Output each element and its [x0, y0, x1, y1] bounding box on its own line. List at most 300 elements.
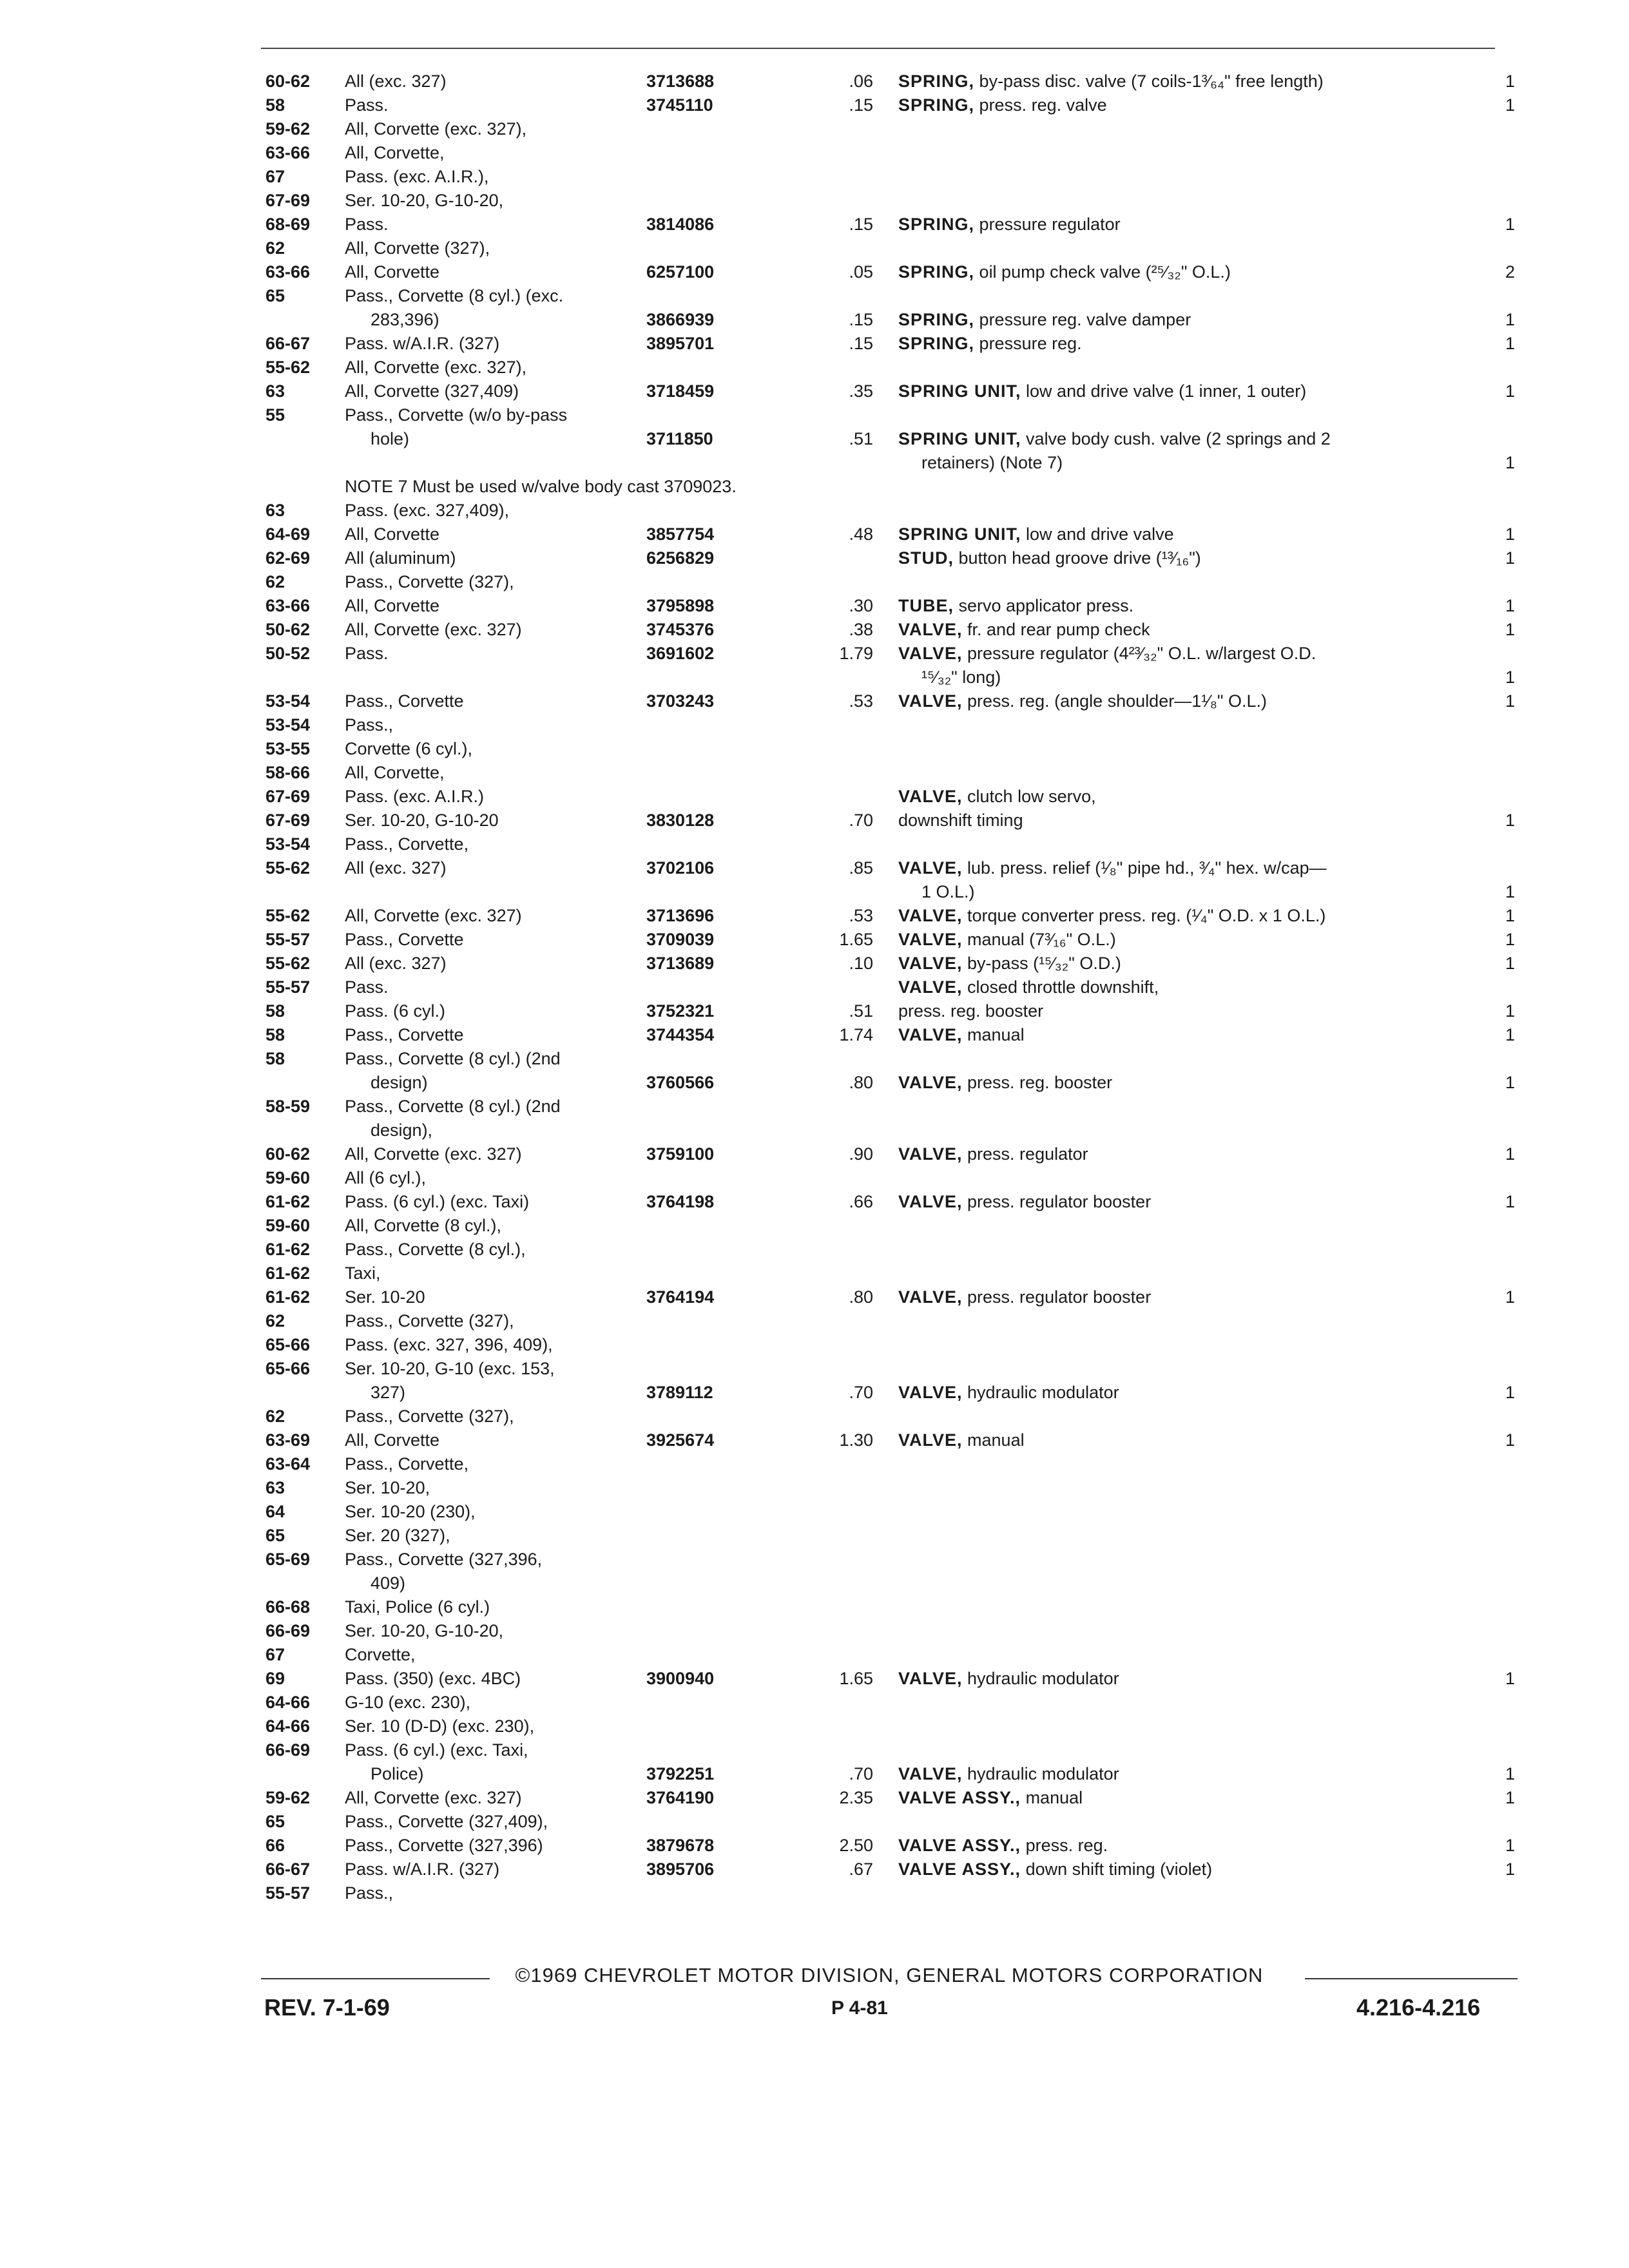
part-name: VALVE, — [898, 954, 963, 973]
application: Ser. 10-20, G-10-20, — [345, 1621, 504, 1640]
table-row — [0, 427, 1629, 450]
application: Pass., Corvette, — [345, 1454, 469, 1474]
table-row — [0, 618, 1629, 641]
application: All, Corvette (exc. 327) — [345, 1144, 522, 1164]
part-detail: closed throttle downshift, — [967, 977, 1159, 997]
part-description — [898, 975, 1159, 999]
application: Ser. 10-20, G-10-20 — [345, 811, 499, 830]
part-detail: retainers) (Note 7) — [921, 453, 1063, 472]
part-description — [898, 93, 1107, 117]
table-row — [0, 1047, 1629, 1070]
part-number: 3789112 — [646, 1383, 713, 1402]
quantity: 1 — [1505, 954, 1516, 973]
model-years: 58 — [265, 1001, 285, 1021]
model-years: 67 — [265, 1645, 285, 1664]
model-years: 66-67 — [265, 334, 311, 353]
model-years: 68-69 — [265, 215, 311, 234]
application: Pass. — [345, 644, 389, 663]
quantity: 1 — [1505, 1669, 1516, 1688]
part-number: 3745110 — [646, 95, 713, 115]
application: Ser. 20 (327), — [345, 1526, 450, 1545]
table-row — [0, 975, 1629, 999]
part-name: SPRING, — [898, 262, 975, 282]
price: 1.65 — [839, 1669, 873, 1688]
application: Pass., Corvette (8 cyl.) (2nd — [345, 1097, 561, 1116]
model-years: 64 — [265, 1502, 285, 1521]
quantity: 1 — [1505, 1144, 1516, 1164]
table-row — [0, 93, 1629, 117]
application: Pass., Corvette — [345, 1025, 464, 1044]
model-years: 53-54 — [265, 691, 311, 711]
part-description — [898, 213, 1121, 236]
table-row — [0, 499, 1629, 522]
table-row — [0, 594, 1629, 617]
model-years: 62 — [265, 572, 285, 591]
quantity: 1 — [1505, 1383, 1516, 1402]
part-detail: by-pass (¹⁵⁄₃₂" O.D.) — [967, 954, 1121, 973]
part-description — [898, 785, 1096, 808]
table-row — [0, 523, 1629, 546]
quantity: 1 — [1505, 1192, 1516, 1211]
part-number: 3925674 — [646, 1430, 715, 1450]
table-row — [0, 856, 1629, 879]
price: .06 — [849, 72, 873, 91]
part-name: SPRING, — [898, 215, 975, 234]
table-row — [0, 260, 1629, 284]
part-detail: hydraulic modulator — [967, 1383, 1119, 1402]
table-row — [0, 1190, 1629, 1213]
model-years: 66-68 — [265, 1597, 311, 1617]
model-years: 55-57 — [265, 930, 311, 949]
part-number: 3814086 — [646, 215, 715, 234]
model-years: 58 — [265, 1049, 285, 1068]
part-name: VALVE, — [898, 1025, 963, 1044]
part-name: VALVE, — [898, 1192, 963, 1211]
table-row — [0, 1571, 1629, 1595]
model-years: 67 — [265, 167, 285, 186]
table-row — [0, 737, 1629, 760]
part-detail: press. reg. (angle shoulder—1¹⁄₈" O.L.) — [967, 691, 1268, 711]
model-years: 61-62 — [265, 1287, 311, 1307]
quantity: 1 — [1505, 668, 1516, 687]
table-row — [0, 1357, 1629, 1380]
table-row — [0, 141, 1629, 164]
application: Pass., Corvette (8 cyl.) (exc. — [345, 286, 564, 305]
part-detail: clutch low servo, — [967, 787, 1096, 806]
application: 409) — [371, 1573, 406, 1593]
model-years: 65 — [265, 1526, 285, 1545]
price: .38 — [849, 620, 873, 639]
application: Pass., Corvette, — [345, 834, 469, 854]
part-name: VALVE, — [898, 620, 963, 639]
table-row — [0, 1834, 1629, 1857]
part-name: SPRING UNIT, — [898, 381, 1021, 401]
part-detail: pressure reg. — [979, 334, 1082, 353]
model-years: 63-69 — [265, 1430, 311, 1450]
part-number: 3744354 — [646, 1025, 715, 1044]
model-years: 63-66 — [265, 596, 311, 615]
part-detail: press. reg. booster — [898, 1001, 1044, 1021]
table-row — [0, 642, 1629, 665]
application: Pass., Corvette (8 cyl.) (2nd — [345, 1049, 561, 1068]
part-name: VALVE, — [898, 1073, 963, 1092]
application: All, Corvette (exc. 327) — [345, 906, 522, 925]
model-years: 65-69 — [265, 1550, 311, 1569]
model-years: 63 — [265, 1478, 285, 1497]
part-name: STUD, — [898, 548, 954, 568]
table-row — [0, 1715, 1629, 1738]
part-detail: pressure regulator — [979, 215, 1121, 234]
part-detail: hydraulic modulator — [967, 1669, 1119, 1688]
price: .48 — [849, 524, 873, 544]
model-years: 58 — [265, 95, 285, 115]
part-description — [898, 1023, 1025, 1046]
application: All, Corvette (exc. 327), — [345, 358, 527, 377]
price: .05 — [849, 262, 873, 282]
table-row — [0, 880, 1629, 903]
part-name: VALVE, — [898, 691, 963, 711]
price: .15 — [849, 334, 873, 353]
application: Taxi, — [345, 1264, 381, 1283]
quantity: 1 — [1505, 548, 1516, 568]
application: All, Corvette — [345, 524, 440, 544]
part-description — [898, 1858, 1212, 1881]
part-description — [898, 1142, 1088, 1166]
part-description — [898, 260, 1231, 284]
price: .70 — [849, 1764, 873, 1783]
application: Pass. (exc. A.I.R.) — [345, 787, 485, 806]
application: design), — [371, 1120, 433, 1140]
price: .70 — [849, 1383, 873, 1402]
part-detail: hydraulic modulator — [967, 1764, 1119, 1783]
table-row — [0, 1142, 1629, 1166]
table-row — [0, 165, 1629, 188]
model-years: 66-69 — [265, 1621, 311, 1640]
application: Pass., — [345, 715, 394, 735]
part-description — [898, 1285, 1151, 1309]
part-name: SPRING, — [898, 310, 975, 329]
application: Ser. 10-20, G-10 (exc. 153, — [345, 1359, 555, 1378]
application: G-10 (exc. 230), — [345, 1693, 471, 1712]
part-name: VALVE, — [898, 1287, 963, 1307]
application: All, Corvette (8 cyl.), — [345, 1216, 502, 1235]
price: .53 — [849, 906, 873, 925]
application: Pass., Corvette — [345, 930, 464, 949]
table-row — [0, 809, 1629, 832]
table-row — [0, 1738, 1629, 1762]
part-detail: low and drive valve (1 inner, 1 outer) — [1026, 381, 1307, 401]
price: .15 — [849, 95, 873, 115]
application: All, Corvette — [345, 1430, 440, 1450]
model-years: 53-54 — [265, 715, 311, 735]
part-description — [898, 308, 1191, 331]
price: 2.50 — [839, 1836, 873, 1855]
model-years: 64-66 — [265, 1716, 311, 1736]
application: Pass., — [345, 1883, 394, 1903]
quantity: 1 — [1505, 882, 1516, 901]
part-name: SPRING UNIT, — [898, 429, 1021, 448]
price: .67 — [849, 1860, 873, 1879]
part-detail: lub. press. relief (¹⁄₈" pipe hd., ³⁄₄" hex. w/cap— — [967, 858, 1327, 878]
quantity: 1 — [1505, 930, 1516, 949]
table-row — [0, 1119, 1629, 1142]
part-number: 6257100 — [646, 262, 715, 282]
part-number: 3764198 — [646, 1192, 715, 1211]
quantity: 1 — [1505, 453, 1516, 472]
table-row — [0, 1762, 1629, 1785]
table-row — [0, 689, 1629, 713]
part-number: 3792251 — [646, 1764, 715, 1783]
model-years: 65 — [265, 1812, 285, 1831]
model-years: 63 — [265, 381, 285, 401]
table-row — [0, 1691, 1629, 1714]
model-years: 61-62 — [265, 1192, 311, 1211]
application: All, Corvette, — [345, 143, 445, 162]
part-number: 3764190 — [646, 1788, 715, 1807]
part-detail: press. reg. valve — [979, 95, 1107, 115]
part-name: VALVE, — [898, 858, 963, 878]
table-row — [0, 1214, 1629, 1237]
note-text: NOTE 7 Must be used w/valve body cast 3709023. — [345, 477, 737, 496]
table-row — [0, 1309, 1629, 1332]
quantity: 1 — [1505, 1788, 1516, 1807]
model-years: 59-62 — [265, 119, 311, 139]
part-description — [898, 809, 1023, 832]
application: Corvette (6 cyl.), — [345, 739, 473, 758]
part-name: VALVE, — [898, 906, 963, 925]
part-detail: press. regulator booster — [967, 1287, 1152, 1307]
application: All (6 cyl.), — [345, 1168, 427, 1187]
table-row — [0, 1428, 1629, 1452]
model-years: 67-69 — [265, 787, 311, 806]
table-row — [0, 1810, 1629, 1833]
table-row — [0, 451, 1629, 474]
part-number: 3760566 — [646, 1073, 715, 1092]
part-description — [898, 380, 1306, 403]
part-description — [898, 332, 1082, 355]
part-detail: pressure reg. valve damper — [979, 310, 1191, 329]
quantity: 2 — [1505, 262, 1516, 282]
quantity: 1 — [1505, 524, 1516, 544]
application: Pass. w/A.I.R. (327) — [345, 334, 500, 353]
table-row — [0, 403, 1629, 427]
part-name: TUBE, — [898, 596, 954, 615]
quantity: 1 — [1505, 1764, 1516, 1783]
table-row — [0, 832, 1629, 856]
application: Pass., Corvette (w/o by-pass — [345, 405, 568, 425]
price: .51 — [849, 1001, 873, 1021]
table-row — [0, 1881, 1629, 1905]
part-number: 6256829 — [646, 548, 715, 568]
model-years: 55-62 — [265, 906, 311, 925]
table-row — [0, 1476, 1629, 1499]
application: Pass., Corvette (327,396, — [345, 1550, 543, 1569]
part-name: VALVE, — [898, 930, 963, 949]
part-number: 3857754 — [646, 524, 715, 544]
price: .10 — [849, 954, 873, 973]
part-name: VALVE ASSY., — [898, 1788, 1021, 1807]
table-row — [0, 570, 1629, 593]
quantity: 1 — [1505, 906, 1516, 925]
part-number: 3713689 — [646, 954, 715, 973]
table-row — [0, 1238, 1629, 1261]
part-description — [898, 999, 1043, 1023]
quantity: 1 — [1505, 596, 1516, 615]
part-description — [898, 618, 1150, 641]
model-years: 65-66 — [265, 1359, 311, 1378]
part-detail: press. reg. booster — [967, 1073, 1113, 1092]
application: Pass. (6 cyl.) (exc. Taxi, — [345, 1740, 528, 1760]
part-number: 3879678 — [646, 1836, 715, 1855]
part-description — [898, 1786, 1083, 1809]
price: .30 — [849, 596, 873, 615]
part-number: 3830128 — [646, 811, 715, 830]
part-name: VALVE ASSY., — [898, 1860, 1021, 1879]
application: Ser. 10 (D-D) (exc. 230), — [345, 1716, 535, 1736]
model-years: 63-64 — [265, 1454, 311, 1474]
price: 1.74 — [839, 1025, 873, 1044]
table-row — [0, 1023, 1629, 1046]
model-years: 50-62 — [265, 620, 311, 639]
quantity: 1 — [1505, 1073, 1516, 1092]
part-number: 3764194 — [646, 1287, 715, 1307]
quantity: 1 — [1505, 334, 1516, 353]
part-name: SPRING, — [898, 334, 975, 353]
part-detail: fr. and rear pump check — [967, 620, 1150, 639]
table-row — [0, 1095, 1629, 1118]
table-row — [0, 713, 1629, 736]
part-detail: press. reg. — [1025, 1836, 1108, 1855]
model-years: 50-52 — [265, 644, 311, 663]
model-years: 62 — [265, 1407, 285, 1426]
table-row — [0, 1548, 1629, 1571]
model-years: 62 — [265, 1311, 285, 1331]
part-description — [898, 427, 1331, 450]
application: Pass., Corvette (327), — [345, 1407, 514, 1426]
part-name: SPRING, — [898, 95, 975, 115]
price: 1.79 — [839, 644, 873, 663]
application: Ser. 10-20, G-10-20, — [345, 191, 504, 210]
application: Pass. (6 cyl.) (exc. Taxi) — [345, 1192, 530, 1211]
part-name: VALVE, — [898, 977, 963, 997]
price: .15 — [849, 215, 873, 234]
part-detail: torque converter press. reg. (¹⁄₄" O.D. x 1 O.L.) — [967, 906, 1326, 925]
table-row — [0, 1071, 1629, 1094]
part-detail: by-pass disc. valve (7 coils-1³⁄₆₄" free length) — [979, 72, 1324, 91]
table-row — [0, 952, 1629, 975]
part-detail: manual — [967, 1025, 1025, 1044]
table-row — [0, 380, 1629, 403]
application: Taxi, Police (6 cyl.) — [345, 1597, 490, 1617]
table-row — [0, 1667, 1629, 1690]
table-row — [0, 1595, 1629, 1619]
part-detail: manual — [967, 1430, 1025, 1450]
part-number: 3713688 — [646, 72, 715, 91]
application: Ser. 10-20 — [345, 1287, 425, 1307]
part-name: VALVE, — [898, 1383, 963, 1402]
table-row — [0, 1166, 1629, 1189]
part-description — [898, 594, 1133, 617]
price: .53 — [849, 691, 873, 711]
part-number: 3709039 — [646, 930, 715, 949]
part-number: 3895706 — [646, 1860, 715, 1879]
application: Pass., Corvette (327), — [345, 1311, 514, 1331]
table-row — [0, 70, 1629, 93]
price: .66 — [849, 1192, 873, 1211]
model-years: 58-59 — [265, 1097, 311, 1116]
model-years: 55-62 — [265, 358, 311, 377]
part-number: 3711850 — [646, 429, 713, 448]
model-years: 66 — [265, 1836, 285, 1855]
part-description — [921, 451, 1063, 474]
application: Pass., Corvette (8 cyl.), — [345, 1240, 526, 1259]
part-detail: servo applicator press. — [958, 596, 1134, 615]
application: Police) — [371, 1764, 424, 1783]
table-row — [0, 999, 1629, 1023]
quantity: 1 — [1505, 215, 1516, 234]
model-years: 55-62 — [265, 858, 311, 878]
application: All, Corvette (327), — [345, 238, 490, 258]
part-description — [898, 1762, 1119, 1785]
part-description — [898, 1667, 1119, 1690]
part-name: VALVE, — [898, 1764, 963, 1783]
part-description — [898, 546, 1201, 570]
quantity: 1 — [1505, 1025, 1516, 1044]
price: 2.35 — [839, 1788, 873, 1807]
part-detail: ¹⁵⁄₃₂" long) — [921, 668, 1001, 687]
model-years: 59-60 — [265, 1216, 311, 1235]
application: design) — [371, 1073, 428, 1092]
table-row — [0, 284, 1629, 307]
part-description — [898, 70, 1324, 93]
section-number: 4.216-4.216 — [1356, 1994, 1481, 2021]
model-years: 60-62 — [265, 72, 311, 91]
price: .51 — [849, 429, 873, 448]
table-row — [0, 1381, 1629, 1404]
application: All, Corvette, — [345, 763, 445, 782]
model-years: 55 — [265, 405, 285, 425]
part-number: 3866939 — [646, 310, 715, 329]
model-years: 64-66 — [265, 1693, 311, 1712]
part-number: 3713696 — [646, 906, 715, 925]
table-row — [0, 356, 1629, 379]
part-number: 3703243 — [646, 691, 715, 711]
price: 1.30 — [839, 1430, 873, 1450]
part-detail: press. regulator — [967, 1144, 1088, 1164]
model-years: 58-66 — [265, 763, 311, 782]
part-name: SPRING, — [898, 72, 975, 91]
model-years: 63-66 — [265, 143, 311, 162]
table-row — [0, 332, 1629, 355]
part-number: 3752321 — [646, 1001, 715, 1021]
application: Pass. (350) (exc. 4BC) — [345, 1669, 521, 1688]
application: Pass., Corvette — [345, 691, 464, 711]
model-years: 63-66 — [265, 262, 311, 282]
model-years: 66-67 — [265, 1860, 311, 1879]
price: .90 — [849, 1144, 873, 1164]
quantity: 1 — [1505, 1001, 1516, 1021]
application: Pass. (exc. A.I.R.), — [345, 167, 489, 186]
application: All (exc. 327) — [345, 72, 447, 91]
price: .80 — [849, 1287, 873, 1307]
quantity: 1 — [1505, 1287, 1516, 1307]
part-detail: button head groove drive (¹³⁄₁₆") — [958, 548, 1201, 568]
part-detail: manual (7³⁄₁₆" O.L.) — [967, 930, 1116, 949]
quantity: 1 — [1505, 1430, 1516, 1450]
model-years: 67-69 — [265, 191, 311, 210]
part-name: VALVE, — [898, 1144, 963, 1164]
application: All, Corvette — [345, 262, 440, 282]
